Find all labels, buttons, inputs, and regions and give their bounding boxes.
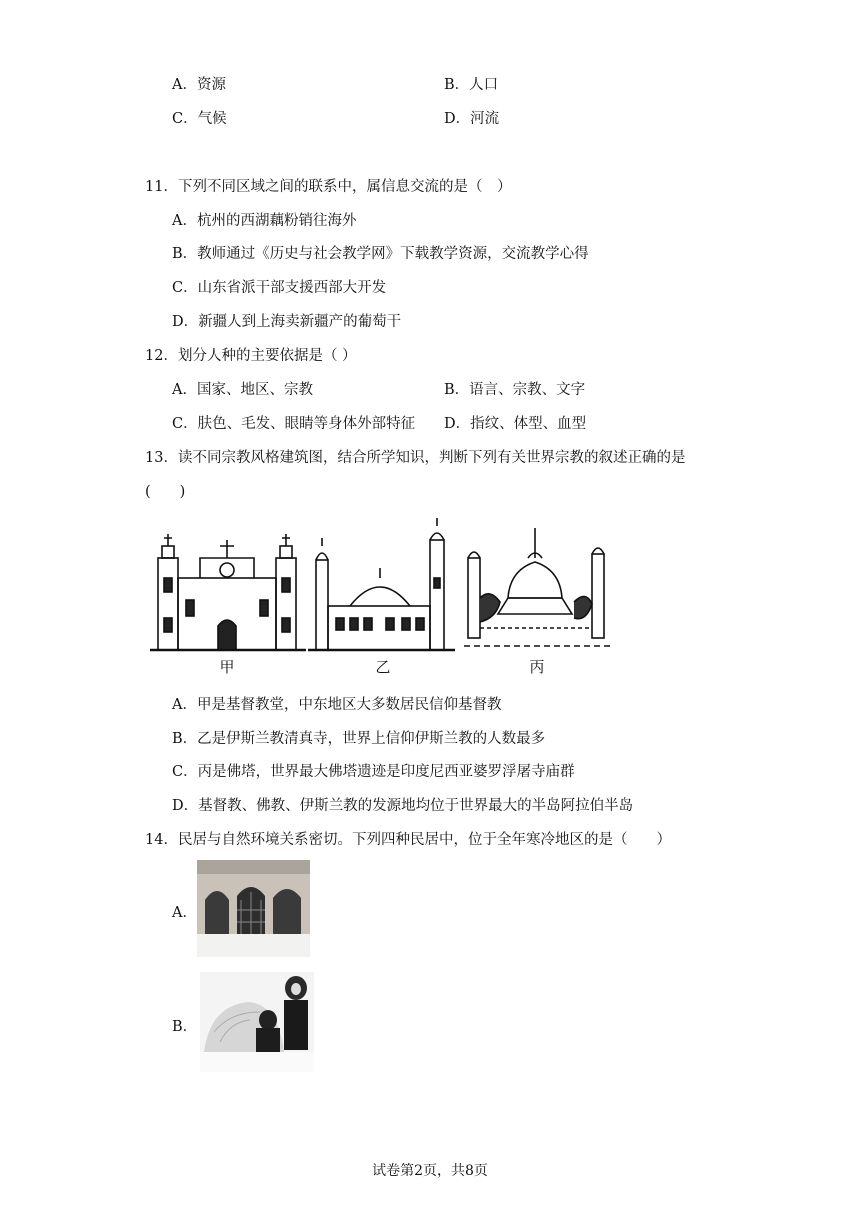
q13-option-d: D．基督教、佛教、伊斯兰教的发源地均位于世界最大的半岛阿拉伯半岛 [172, 798, 634, 814]
stupa-drawing [464, 528, 610, 646]
q10-option-b: B．人口 [444, 77, 499, 93]
q12-option-c: C．肤色、毛发、眼睛等身体外部特征 [172, 416, 416, 432]
q12-option-d: D．指纹、体型、血型 [444, 416, 587, 432]
q10-option-a: A．资源 [172, 77, 226, 93]
q12-option-b: B．语言、宗教、文字 [444, 382, 586, 398]
q11-option-d: D．新疆人到上海卖新疆产的葡萄干 [172, 314, 402, 330]
q13-option-a: A．甲是基督教堂，中东地区大多数居民信仰基督教 [172, 697, 502, 713]
q14-option-a-label: A． [172, 905, 197, 921]
q10-option-d: D．河流 [444, 111, 500, 127]
q12-option-a: A．国家、地区、宗教 [172, 382, 313, 398]
q13-option-c: C．丙是佛塔，世界最大佛塔遗迹是印度尼西亚婆罗浮屠寺庙群 [172, 764, 575, 780]
q11-option-b: B．教师通过《历史与社会教学网》下载教学资源，交流教学心得 [172, 246, 589, 262]
q11-stem: 11．下列不同区域之间的联系中，属信息交流的是（ ） [145, 179, 512, 195]
cave-dwelling-photo [197, 860, 310, 957]
q11-option-a: A．杭州的西湖藕粉销往海外 [172, 213, 357, 229]
figure-label-jia: 甲 [219, 658, 235, 676]
q14-option-b-label: B． [172, 1019, 198, 1035]
q13-stem-bracket: ( ) [145, 484, 186, 500]
q10-option-c: C．气候 [172, 111, 227, 127]
q13-stem: 13．读不同宗教风格建筑图，结合所学知识，判断下列有关世界宗教的叙述正确的是 [145, 450, 686, 466]
igloo-photo [200, 972, 314, 1072]
figure-label-yi: 乙 [375, 658, 391, 676]
q14-stem: 14．民居与自然环境关系密切。下列四种民居中，位于全年寒冷地区的是（ ） [145, 832, 671, 848]
q11-option-c: C．山东省派干部支援西部大开发 [172, 280, 387, 296]
q13-option-b: B．乙是伊斯兰教清真寺，世界上信仰伊斯兰教的人数最多 [172, 731, 546, 747]
religious-buildings-figure [150, 518, 615, 678]
figure-label-bing: 丙 [529, 658, 545, 676]
church-drawing [150, 534, 306, 650]
q12-stem: 12．划分人种的主要依据是（ ） [145, 348, 357, 364]
mosque-drawing [308, 518, 455, 650]
page-footer: 试卷第2页，共8页 [372, 1163, 488, 1179]
